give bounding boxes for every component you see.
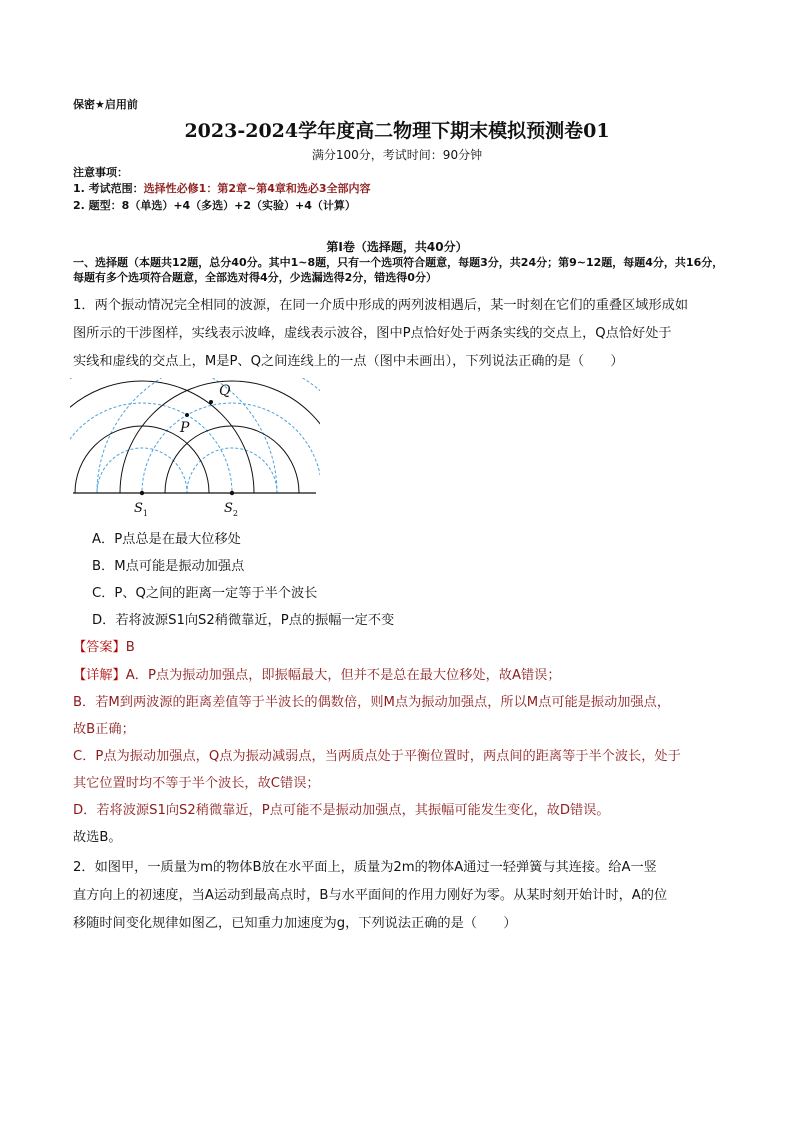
label-s2: $S_2$	[224, 501, 238, 518]
interference-figure	[70, 378, 320, 520]
notice-item-scope	[73, 180, 371, 196]
q1-option-a: A．P点总是在最大位移处	[92, 532, 241, 547]
exam-title: 2023-2024学年度高二物理下期末模拟预测卷01	[184, 120, 610, 142]
section-intro: 一、选择题（本题共12题，总分40分。其中1~8题，只有一个选项符合题意，每题3分，共24分；第9~12题，每题4分，共16分，每题有多个选项符合题意，全部选对得4分，少选漏选得2分，错选得0分）	[73, 256, 724, 284]
q1-stem-line: 实线和虚线的交点上，M是P、Q之间连线上的一点（图中未画出），下列说法正确的是（ ）	[73, 354, 624, 369]
section-title: 第Ⅰ卷（选择题，共40分）	[326, 240, 468, 254]
q1-analysis-line: 故B正确；	[73, 722, 135, 737]
q1-conclusion: 故选B。	[73, 830, 122, 845]
source-s1-dot	[140, 491, 144, 495]
q2-stem-line: 移随时间变化规律如图乙，已知重力加速度为g，下列说法正确的是（ ）	[73, 916, 517, 931]
answer-label: 【答案】	[73, 640, 126, 655]
q1-analysis-line: C．P点为振动加强点，Q点为振动减弱点，当两质点处于平衡位置时，两点间的距离等于半个波长，处于	[73, 749, 681, 764]
q1-analysis-line	[73, 664, 561, 683]
trough-circle	[70, 378, 277, 520]
source-s2-dot	[230, 491, 234, 495]
confidential-label: 保密★启用前	[73, 98, 138, 111]
q1-option-c: C．P、Q之间的距离一定等于半个波长	[92, 586, 318, 601]
q1-option-b: B．M点可能是振动加强点	[92, 559, 245, 574]
crest-circle	[70, 381, 254, 520]
notice-item-scope-prefix: 1. 考试范围：	[73, 182, 144, 195]
q1-analysis-line: D．若将波源S1向S2稍微靠近，P点可能不是振动加强点，其振幅可能发生变化，故D错误。	[73, 803, 610, 818]
point-q-dot	[209, 400, 213, 404]
q1-analysis-line: B．若M到两波源的距离差值等于半波长的偶数倍，则M点为振动加强点，所以M点可能是振动加强点，	[73, 695, 671, 710]
trough-circle	[70, 403, 232, 520]
q2-stem-line: 直方向上的初速度，当A运动到最高点时，B与水平面间的作用力刚好为零。从某时刻开始计时，A的位	[73, 888, 668, 903]
answer-value: B	[125, 640, 135, 655]
q1-answer	[73, 636, 135, 655]
notice-heading: 注意事项：	[73, 166, 128, 179]
notice-item-types: 2. 题型：8（单选）+4（多选）+2（实验）+4（计算）	[73, 199, 356, 212]
analysis-text: A．P点为振动加强点，即振幅最大，但并不是总在最大位移处，故A错误；	[125, 668, 561, 683]
q1-stem-line: 图所示的干涉图样，实线表示波峰，虚线表示波谷，图中P点恰好处于两条实线的交点上，Q点恰好处于	[73, 326, 672, 341]
q1-stem-line: 1．两个振动情况完全相同的波源，在同一介质中形成的两列波相遇后，某一时刻在它们的重叠区域形成如	[73, 298, 689, 313]
label-q: Q	[219, 383, 231, 399]
analysis-label: 【详解】	[73, 668, 126, 683]
q1-analysis-line: 其它位置时均不等于半个波长，故C错误；	[73, 776, 320, 791]
notice-item-scope-text: 选择性必修1：第2章~第4章和选必3全部内容	[143, 182, 371, 195]
point-p-dot	[185, 413, 189, 417]
exam-subtitle: 满分100分，考试时间：90分钟	[311, 148, 483, 162]
q1-option-d: D．若将波源S1向S2稍微靠近，P点的振幅一定不变	[92, 613, 395, 628]
label-s1: $S_1$	[134, 501, 148, 518]
crest-circle	[120, 381, 320, 520]
label-p: P	[180, 420, 190, 436]
q2-stem-line: 2．如图甲，一质量为m的物体B放在水平面上，质量为2m的物体A通过一轻弹簧与其连接。给A一竖	[73, 860, 657, 875]
